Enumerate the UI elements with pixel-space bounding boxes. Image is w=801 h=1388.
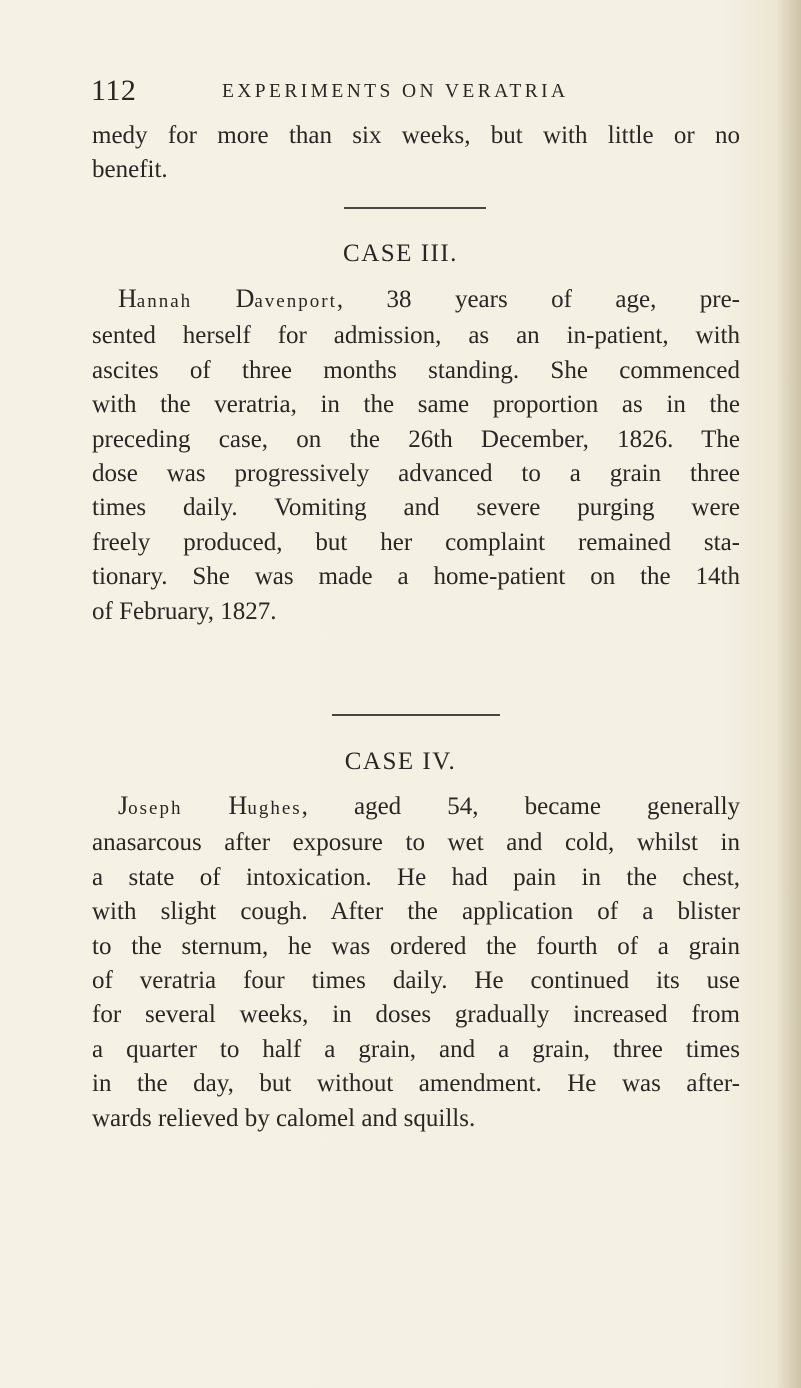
running-header [91,74,711,114]
text-line: dose was progressively advanced to a grain three [92,460,740,488]
text-line: in the day, but without amendment. He was after- [92,1070,740,1098]
case-4-heading: CASE IV. [344,748,457,775]
running-title: EXPERIMENTS ON VERATRIA [222,81,569,102]
section-divider [344,207,486,209]
text-line: of veratria four times daily. He continued its use [92,967,740,995]
text-line: medy for more than six weeks, but with little or no [92,122,740,149]
text-line: Hannah Davenport, 38 years of age, pre- [118,284,741,313]
case-4-paragraph [92,789,740,1136]
section-divider [332,714,500,716]
text-line: with the veratria, in the same proportion as in the [92,391,740,419]
text-line: wards relieved by calomel and squills. [92,1104,476,1132]
text-line: times daily. Vomiting and severe purging were [92,494,740,522]
patient-name: Hannah Davenport [118,284,337,313]
text-line: Joseph Hughes, aged 54, became generally [118,791,741,820]
text-line: benefit. [92,156,168,184]
text-line: sented herself for admission, as an in-patient, with [92,322,740,350]
text-line: anasarcous after exposure to wet and cold, whilst in [92,829,740,857]
case-3-paragraph [92,282,740,629]
text-line: to the sternum, he was ordered the fourth of a grain [92,932,740,960]
text-line: freely produced, but her complaint remained sta- [92,528,740,556]
text-line: tionary. She was made a home-patient on the 14th [92,563,740,591]
text-line: a state of intoxication. He had pain in the chest, [92,863,740,891]
text-line: ascites of three months standing. She commenced [92,356,740,384]
page-edge-shadow [775,0,801,1388]
text-line: with slight cough. After the application of a blister [92,898,740,926]
page-number: 112 [91,74,137,107]
text-line: a quarter to half a grain, and a grain, three times [92,1035,740,1063]
text-line: preceding case, on the 26th December, 1826. The [92,425,740,453]
text-line: of February, 1827. [92,597,277,625]
text-line: for several weeks, in doses gradually increased from [92,1001,740,1029]
case-3-heading: CASE III. [343,240,458,267]
patient-name: Joseph Hughes [118,791,302,820]
continuation-paragraph [92,119,740,188]
